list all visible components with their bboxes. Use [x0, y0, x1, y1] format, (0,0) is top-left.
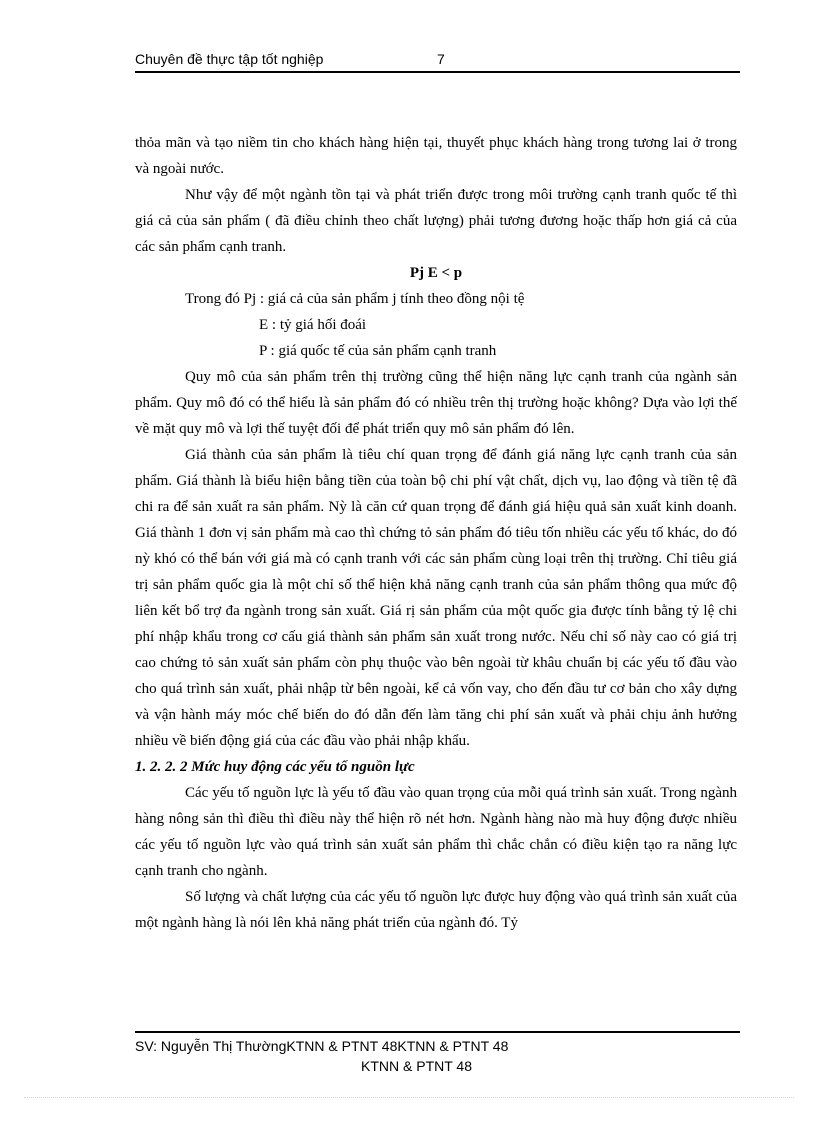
header-title: Chuyên đề thực tập tốt nghiệp: [135, 51, 324, 67]
section-heading: 1. 2. 2. 2 Mức huy động các yếu tố nguồn lực: [135, 759, 415, 775]
formula-definition: Trong đó Pj : giá cả của sản phẩm j tính theo đồng nội tệ: [185, 291, 525, 307]
footer-line: SV: Nguyễn Thị ThườngKTNN & PTNT 48KTNN & PTNT 48: [135, 1038, 509, 1054]
document-body: [135, 130, 737, 936]
page-footer: [135, 1036, 740, 1076]
formula-definition: P : giá quốc tế của sản phẩm cạnh tranh: [259, 343, 497, 359]
page-number: 7: [437, 51, 445, 67]
page-edge-divider: [24, 1097, 794, 1098]
paragraph: Như vậy để một ngành tồn tại và phát triển được trong môi trường cạnh tranh quốc tế thì giá cả của sản phẩm ( đã điều chỉnh theo chất lượng) phải tương đương hoặc thấp hơn giá cả của các sản phẩm cạnh tranh.: [135, 187, 737, 255]
footer-divider: [135, 1031, 740, 1033]
paragraph: Giá thành của sản phẩm là tiêu chí quan trọng để đánh giá năng lực cạnh tranh của sản phẩm. Giá thành là biểu hiện bằng tiền của toàn bộ chi phí vật chất, dịch vụ, lao động và tiền tệ đã chi ra để sản xuất ra sản phẩm. Nỳ là căn cứ quan trọng để đánh giá hiệu quả sản xuất kinh doanh. Giá thành 1 đơn vị sản phẩm mà cao thì chứng tỏ sản phẩm đó tiêu tốn nhiều các yếu tố khác, do đó nỳ khó có thể bán với giá mà có cạnh tranh với các sản phẩm cùng loại trên thị trường. Chỉ tiêu giá trị sản phẩm quốc gia là một chỉ số thể hiện khả năng cạnh tranh của sản phẩm thông qua mức độ liên kết bổ trợ đa ngành trong sản xuất. Giá rị sản phẩm của một quốc gia được tính bằng tỷ lệ chi phí nhập khẩu trong cơ cấu giá thành sản phẩm sản xuất trong nước. Nếu chỉ số này cao có giá trị cao chứng tỏ sản xuất sản phẩm còn phụ thuộc vào bên ngoài từ khâu chuẩn bị các yếu tố đầu vào cho quá trình sản xuất, phải nhập từ bên ngoài, kể cả vốn vay, cho đến đầu tư cơ bản cho xây dựng và vận hành máy móc chế biến do đó dẫn đến làm tăng chi phí sản xuất và phải chịu ảnh hưởng nhiều về biến động giá của các đầu vào phải nhập khẩu.: [135, 447, 737, 749]
formula-definition: E : tỷ giá hối đoái: [259, 317, 367, 333]
paragraph: Các yếu tố nguồn lực là yếu tố đầu vào quan trọng của mỗi quá trình sản xuất. Trong ngành hàng nông sản thì điều thì điều này thể hiện rõ nét hơn. Ngành hàng nào mà huy động được nhiều các yếu tố nguồn lực vào quá trình sản xuất sản phẩm thì chắc chắn có điều kiện tạo ra năng lực cạnh tranh cho ngành.: [135, 785, 737, 879]
paragraph: Quy mô của sản phẩm trên thị trường cũng thể hiện năng lực cạnh tranh của ngành sản phẩm. Quy mô đó có thể hiểu là sản phẩm đó có nhiều trên thị trường hoặc không? Dựa vào lợi thế về mặt quy mô và lợi thế tuyệt đối để phát triển quy mô sản phẩm đó lên.: [135, 369, 737, 437]
footer-line: KTNN & PTNT 48: [361, 1058, 472, 1074]
formula: Pj E < p: [409, 265, 463, 281]
paragraph-continuation: thỏa mãn và tạo niềm tin cho khách hàng hiện tại, thuyết phục khách hàng trong tương lai ở trong và ngoài nước.: [135, 135, 737, 177]
paragraph: Số lượng và chất lượng của các yếu tố nguồn lực được huy động vào quá trình sản xuất của một ngành hàng là nói lên khả năng phát triển của ngành đó. Tỷ: [135, 889, 737, 931]
page-header: [135, 49, 740, 73]
